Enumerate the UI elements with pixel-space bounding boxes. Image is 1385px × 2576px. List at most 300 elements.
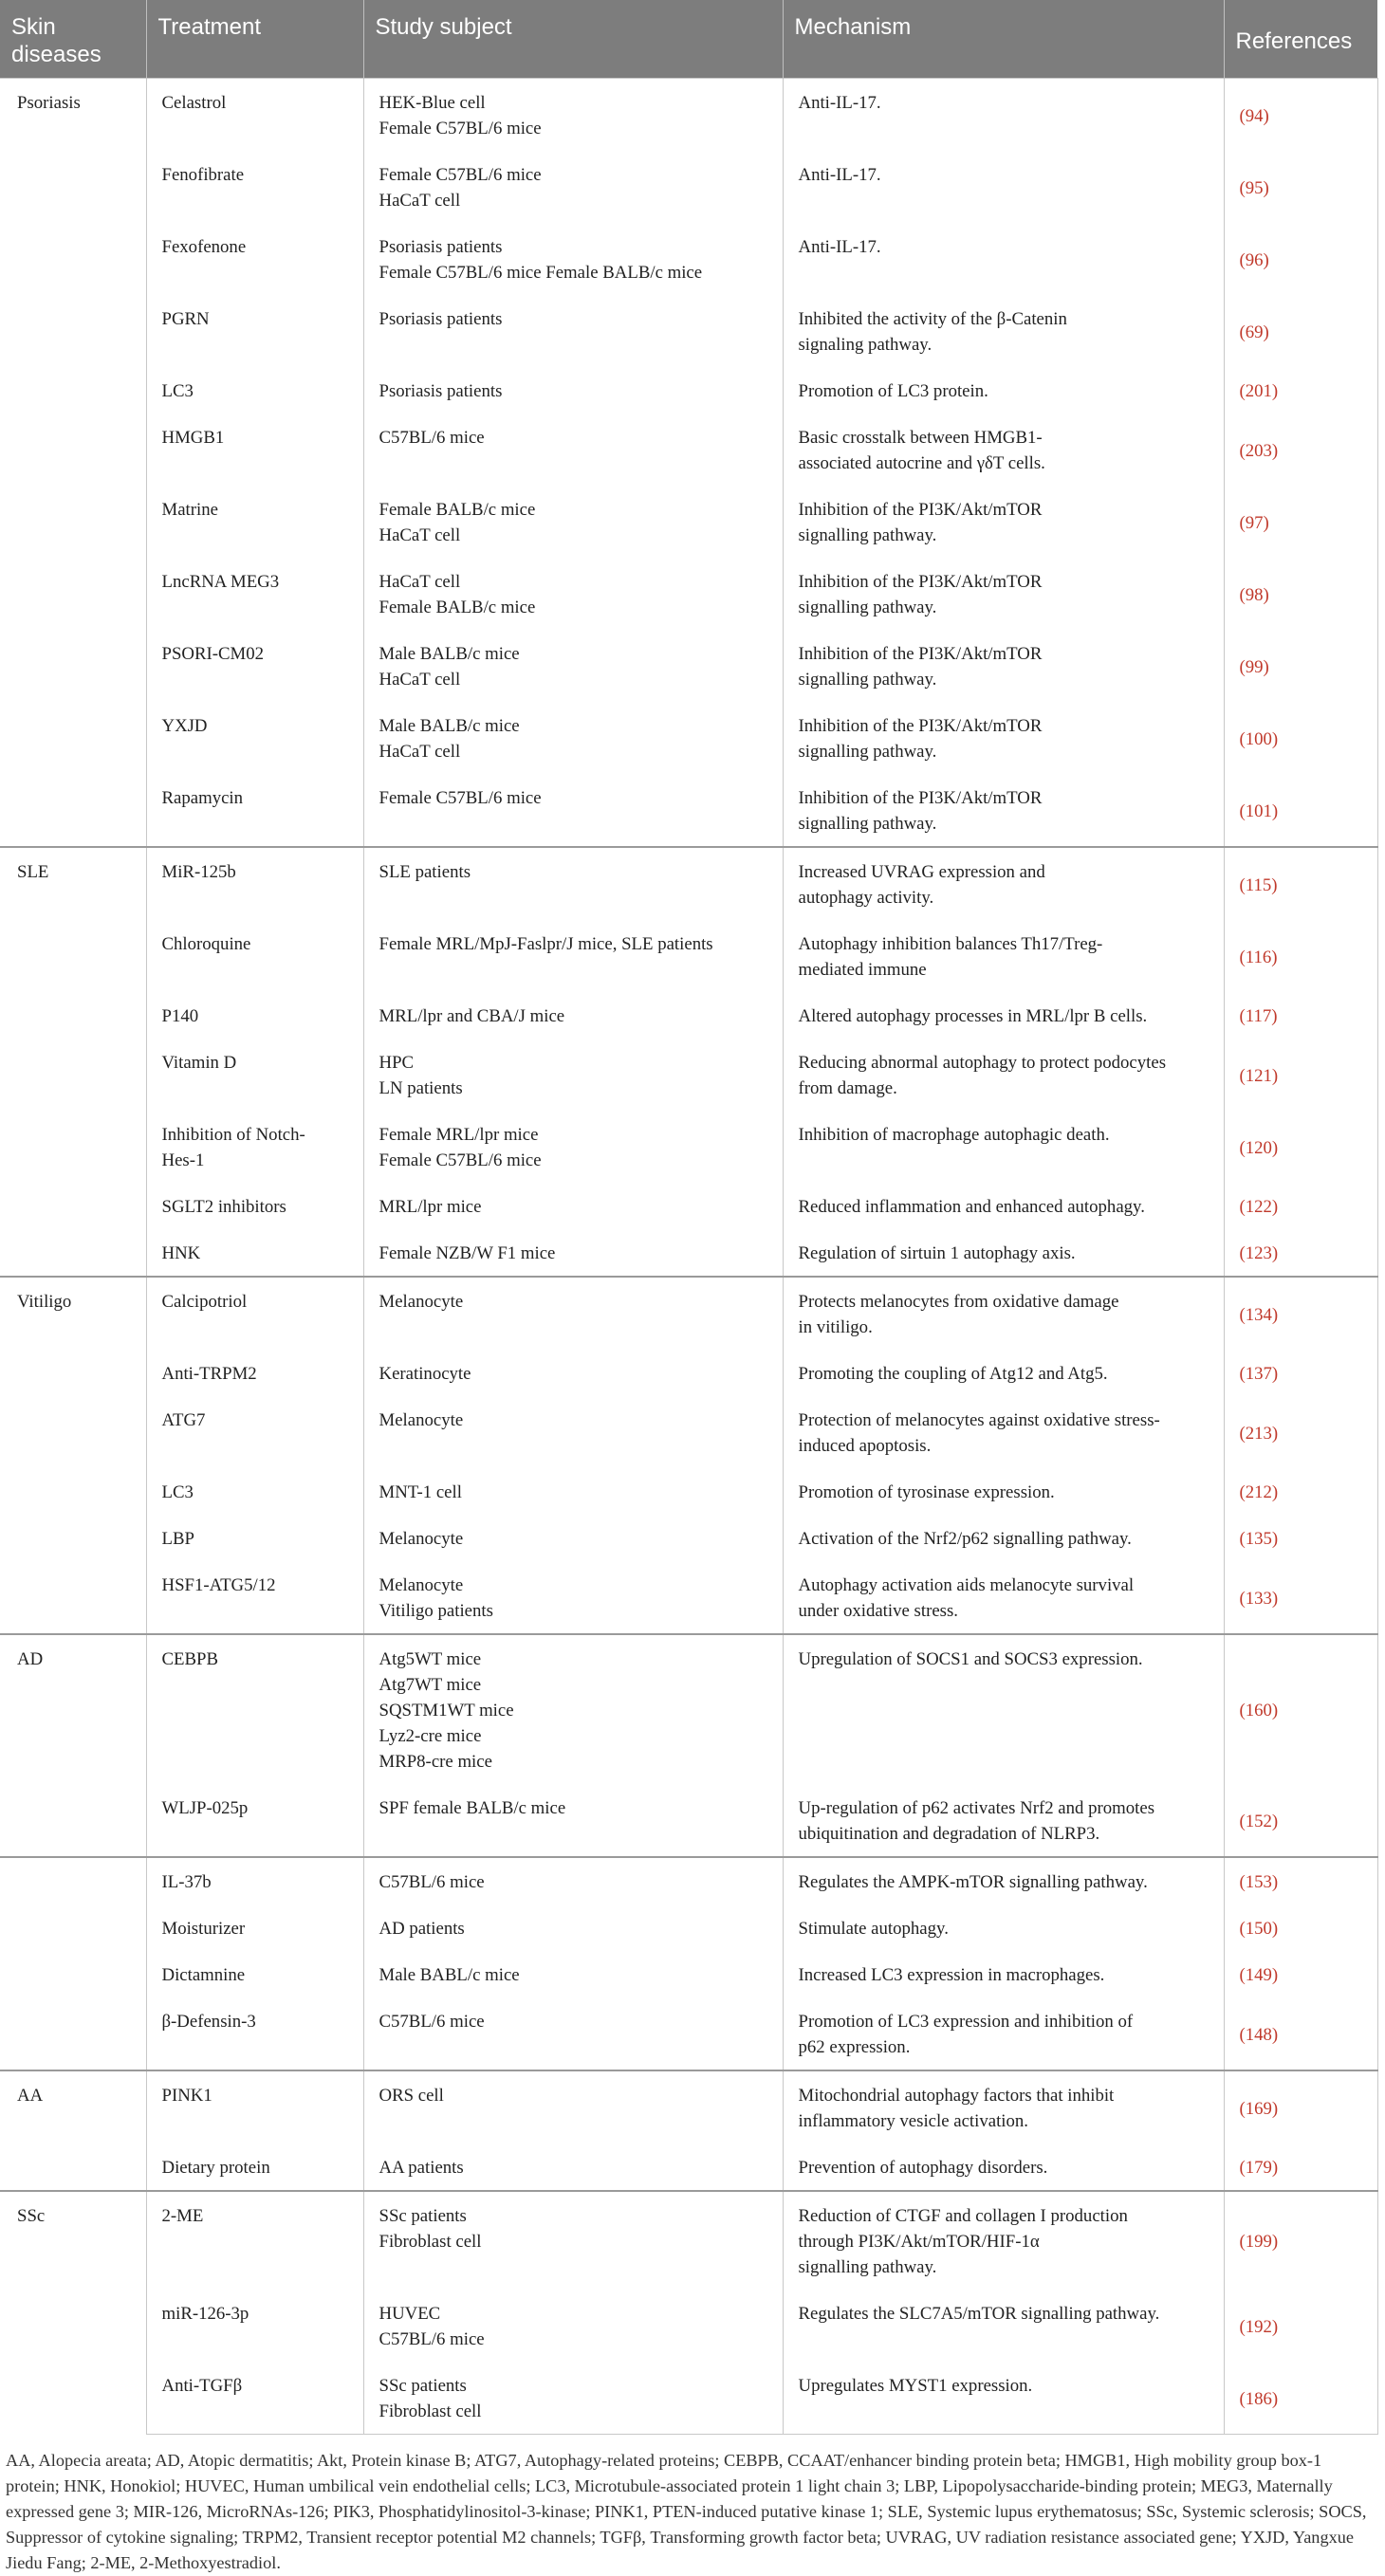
treatment-cell-line: PGRN xyxy=(161,309,210,329)
treatment-cell-line: CEBPB xyxy=(161,1649,218,1669)
treatment-cell xyxy=(146,367,363,414)
mechanism-cell-line: Autophagy inhibition balances Th17/Treg- xyxy=(798,934,1103,954)
mechanism-cell xyxy=(783,920,1224,992)
treatment-cell-line: Hes-1 xyxy=(161,1150,205,1170)
table-row xyxy=(0,2290,1377,2362)
study-subject-cell-line: Female NZB/W F1 mice xyxy=(379,1243,556,1263)
mechanism-cell-line: signalling pathway. xyxy=(798,598,937,617)
mechanism-cell-line: signalling pathway. xyxy=(798,525,937,545)
table-body xyxy=(0,79,1377,2435)
mechanism-cell xyxy=(783,1039,1224,1111)
treatment-cell-line: Calcipotriol xyxy=(161,1292,248,1312)
treatment-cell xyxy=(146,1396,363,1468)
table-row xyxy=(0,1039,1377,1111)
reference-link[interactable]: (148) xyxy=(1224,1997,1377,2070)
reference-link[interactable]: (99) xyxy=(1224,630,1377,702)
reference-link[interactable]: (192) xyxy=(1224,2290,1377,2362)
table-row xyxy=(0,1229,1377,1277)
mechanism-cell-line: signaling pathway. xyxy=(798,335,933,355)
reference-link[interactable]: (133) xyxy=(1224,1561,1377,1634)
study-subject-cell-line: Vitiligo patients xyxy=(379,1601,493,1621)
treatment-cell-line: Fexofenone xyxy=(161,237,247,257)
treatment-cell xyxy=(146,774,363,847)
mechanism-cell-line: Inhibition of macrophage autophagic death. xyxy=(798,1125,1110,1145)
study-subject-cell-line: Female C57BL/6 mice Female BALB/c mice xyxy=(379,263,703,283)
mechanism-cell xyxy=(783,992,1224,1039)
study-subject-cell-line: Melanocyte xyxy=(379,1575,464,1595)
mechanism-cell xyxy=(783,1277,1224,1350)
reference-link[interactable]: (134) xyxy=(1224,1277,1377,1350)
mechanism-cell-line: ubiquitination and degradation of NLRP3. xyxy=(798,1824,1100,1844)
skin-disease-cell: SLE xyxy=(0,847,146,1277)
study-subject-cell xyxy=(363,223,783,295)
treatment-cell xyxy=(146,1277,363,1350)
skin-disease-cell: Psoriasis xyxy=(0,79,146,848)
mechanism-cell-line: through PI3K/Akt/mTOR/HIF-1α xyxy=(798,2232,1040,2252)
mechanism-cell-line: signalling pathway. xyxy=(798,814,937,834)
mechanism-cell-line: signalling pathway. xyxy=(798,2257,937,2277)
study-subject-cell-line: C57BL/6 mice xyxy=(379,2012,485,2032)
study-subject-cell-line: HUVEC xyxy=(379,2304,441,2324)
reference-link[interactable]: (160) xyxy=(1224,1634,1377,1784)
treatment-cell-line: Moisturizer xyxy=(161,1919,246,1939)
study-subject-cell-line: Fibroblast cell xyxy=(379,2232,482,2252)
reference-link[interactable]: (186) xyxy=(1224,2362,1377,2435)
study-subject-cell xyxy=(363,1997,783,2070)
treatment-cell xyxy=(146,1634,363,1784)
study-subject-cell-line: Female C57BL/6 mice xyxy=(379,788,542,808)
mechanism-cell xyxy=(783,1951,1224,1997)
study-subject-cell-line: Male BALB/c mice xyxy=(379,644,520,664)
study-subject-cell-line: Female C57BL/6 mice xyxy=(379,1150,542,1170)
reference-link[interactable]: (97) xyxy=(1224,486,1377,558)
table-row xyxy=(0,847,1377,920)
table-row xyxy=(0,223,1377,295)
study-subject-cell-line: Female BALB/c mice xyxy=(379,598,536,617)
mechanism-cell xyxy=(783,1904,1224,1951)
table-row xyxy=(0,1857,1377,1904)
treatment-cell xyxy=(146,1784,363,1857)
table-row xyxy=(0,774,1377,847)
study-subject-cell xyxy=(363,1277,783,1350)
study-subject-cell-line: ORS cell xyxy=(379,2086,444,2106)
mechanism-cell xyxy=(783,151,1224,223)
study-subject-cell xyxy=(363,2191,783,2290)
mechanism-cell-line: Promotion of LC3 protein. xyxy=(798,381,988,401)
study-subject-cell-line: MNT-1 cell xyxy=(379,1482,462,1502)
reference-link[interactable]: (116) xyxy=(1224,920,1377,992)
reference-link[interactable]: (150) xyxy=(1224,1904,1377,1951)
study-subject-cell-line: C57BL/6 mice xyxy=(379,428,485,448)
treatment-cell xyxy=(146,1857,363,1904)
mechanism-cell-line: from damage. xyxy=(798,1078,897,1098)
treatment-cell xyxy=(146,151,363,223)
mechanism-cell-line: Anti-IL-17. xyxy=(798,237,881,257)
mechanism-cell xyxy=(783,367,1224,414)
table-row xyxy=(0,1350,1377,1396)
study-subject-cell-line: SQSTM1WT mice xyxy=(379,1701,514,1720)
mechanism-cell-line: Stimulate autophagy. xyxy=(798,1919,949,1939)
study-subject-cell xyxy=(363,774,783,847)
header-skin-diseases: Skin diseases xyxy=(0,0,146,79)
reference-link[interactable]: (212) xyxy=(1224,1468,1377,1515)
study-subject-cell-line: Psoriasis patients xyxy=(379,309,503,329)
mechanism-cell-line: signalling pathway. xyxy=(798,670,937,690)
reference-link[interactable]: (100) xyxy=(1224,702,1377,774)
mechanism-cell xyxy=(783,2144,1224,2191)
table-row xyxy=(0,1784,1377,1857)
study-subject-cell xyxy=(363,847,783,920)
study-subject-cell-line: SSc patients xyxy=(379,2206,467,2226)
study-subject-cell-line: AD patients xyxy=(379,1919,465,1939)
mechanism-cell-line: Prevention of autophagy disorders. xyxy=(798,2158,1048,2178)
study-subject-cell-line: Psoriasis patients xyxy=(379,381,503,401)
mechanism-cell xyxy=(783,79,1224,152)
treatment-cell xyxy=(146,1904,363,1951)
mechanism-cell-line: p62 expression. xyxy=(798,2037,911,2057)
study-subject-cell-line: HaCaT cell xyxy=(379,525,461,545)
study-subject-cell-line: AA patients xyxy=(379,2158,464,2178)
mechanism-cell-line: associated autocrine and γδT cells. xyxy=(798,453,1045,473)
treatment-cell xyxy=(146,702,363,774)
reference-link[interactable]: (69) xyxy=(1224,295,1377,367)
study-subject-cell-line: MRP8-cre mice xyxy=(379,1752,492,1772)
treatment-cell-line: Chloroquine xyxy=(161,934,251,954)
mechanism-cell xyxy=(783,1997,1224,2070)
treatment-cell xyxy=(146,1039,363,1111)
treatment-cell-line: PINK1 xyxy=(161,2086,212,2106)
mechanism-cell-line: Increased UVRAG expression and xyxy=(798,862,1045,882)
mechanism-cell xyxy=(783,1229,1224,1277)
treatment-cell xyxy=(146,1997,363,2070)
mechanism-cell-line: Basic crosstalk between HMGB1- xyxy=(798,428,1043,448)
reference-link[interactable]: (121) xyxy=(1224,1039,1377,1111)
table-row xyxy=(0,1277,1377,1350)
mechanism-cell-line: Protects melanocytes from oxidative damage xyxy=(798,1292,1119,1312)
mechanism-cell-line: Upregulation of SOCS1 and SOCS3 expression. xyxy=(798,1649,1143,1669)
table-row xyxy=(0,2070,1377,2144)
reference-link[interactable]: (201) xyxy=(1224,367,1377,414)
mechanism-cell-line: inflammatory vesicle activation. xyxy=(798,2111,1029,2131)
mechanism-cell-line: Increased LC3 expression in macrophages. xyxy=(798,1965,1105,1985)
reference-link[interactable]: (213) xyxy=(1224,1396,1377,1468)
study-subject-cell xyxy=(363,1111,783,1183)
treatment-cell-line: Inhibition of Notch- xyxy=(161,1125,305,1145)
reference-link[interactable]: (96) xyxy=(1224,223,1377,295)
table-row xyxy=(0,558,1377,630)
mechanism-cell xyxy=(783,1857,1224,1904)
study-subject-cell xyxy=(363,295,783,367)
treatment-cell-line: YXJD xyxy=(161,716,208,736)
mechanism-cell-line: Promotion of LC3 expression and inhibition of xyxy=(798,2012,1134,2032)
treatment-cell-line: ATG7 xyxy=(161,1410,206,1430)
treatment-cell-line: LncRNA MEG3 xyxy=(161,572,280,592)
treatment-cell-line: β-Defensin-3 xyxy=(161,2012,256,2032)
study-subject-cell xyxy=(363,1183,783,1229)
mechanism-cell xyxy=(783,223,1224,295)
skin-disease-cell: AD xyxy=(0,1634,146,1857)
study-subject-cell xyxy=(363,702,783,774)
mechanism-cell-line: Reduced inflammation and enhanced autophagy. xyxy=(798,1197,1145,1217)
mechanism-cell-line: in vitiligo. xyxy=(798,1317,873,1337)
mechanism-cell-line: Anti-IL-17. xyxy=(798,165,881,185)
mechanism-cell xyxy=(783,630,1224,702)
mechanism-cell-line: Upregulates MYST1 expression. xyxy=(798,2376,1033,2396)
mechanism-cell-line: Anti-IL-17. xyxy=(798,93,881,113)
treatment-cell-line: MiR-125b xyxy=(161,862,236,882)
treatment-cell xyxy=(146,1111,363,1183)
study-subject-cell xyxy=(363,920,783,992)
table-row xyxy=(0,1561,1377,1634)
study-subject-cell-line: MRL/lpr and CBA/J mice xyxy=(379,1006,565,1026)
study-subject-cell xyxy=(363,1904,783,1951)
study-subject-cell-line: Melanocyte xyxy=(379,1292,464,1312)
study-subject-cell-line: Male BABL/c mice xyxy=(379,1965,520,1985)
mechanism-cell-line: Autophagy activation aids melanocyte survival xyxy=(798,1575,1135,1595)
mechanism-cell xyxy=(783,1561,1224,1634)
skin-disease-cell xyxy=(0,1857,146,2070)
mechanism-cell xyxy=(783,2070,1224,2144)
study-subject-cell-line: SSc patients xyxy=(379,2376,467,2396)
mechanism-cell xyxy=(783,1468,1224,1515)
treatment-cell xyxy=(146,847,363,920)
mechanism-cell-line: Reducing abnormal autophagy to protect podocytes xyxy=(798,1053,1167,1073)
treatment-cell xyxy=(146,920,363,992)
study-subject-cell xyxy=(363,151,783,223)
study-subject-cell-line: Female MRL/MpJ-Faslpr/J mice, SLE patients xyxy=(379,934,713,954)
treatment-cell-line: Anti-TGFβ xyxy=(161,2376,243,2396)
treatment-cell-line: Rapamycin xyxy=(161,788,244,808)
mechanism-cell xyxy=(783,1515,1224,1561)
treatment-cell-line: 2-ME xyxy=(161,2206,204,2226)
header-row xyxy=(0,0,1377,79)
treatment-cell-line: Dictamnine xyxy=(161,1965,246,1985)
study-subject-cell-line: HaCaT cell xyxy=(379,572,461,592)
reference-link[interactable]: (203) xyxy=(1224,414,1377,486)
study-subject-cell xyxy=(363,1634,783,1784)
treatment-cell xyxy=(146,414,363,486)
header-treatment: Treatment xyxy=(146,0,363,79)
mechanism-cell xyxy=(783,1396,1224,1468)
mechanism-cell xyxy=(783,847,1224,920)
treatment-cell-line: miR-126-3p xyxy=(161,2304,249,2324)
reference-link[interactable]: (135) xyxy=(1224,1515,1377,1561)
mechanism-cell-line: Up-regulation of p62 activates Nrf2 and promotes xyxy=(798,1798,1155,1818)
study-subject-cell xyxy=(363,1350,783,1396)
study-subject-cell xyxy=(363,1515,783,1561)
reference-link[interactable]: (120) xyxy=(1224,1111,1377,1183)
mechanism-cell-line: Regulates the AMPK-mTOR signalling pathway. xyxy=(798,1872,1148,1892)
study-subject-cell-line: Lyz2-cre mice xyxy=(379,1726,482,1746)
reference-link[interactable]: (98) xyxy=(1224,558,1377,630)
reference-link[interactable]: (153) xyxy=(1224,1857,1377,1904)
treatment-cell xyxy=(146,1515,363,1561)
reference-link[interactable]: (95) xyxy=(1224,151,1377,223)
table-row xyxy=(0,1515,1377,1561)
mechanism-cell-line: signalling pathway. xyxy=(798,742,937,762)
mechanism-cell-line: under oxidative stress. xyxy=(798,1601,958,1621)
treatment-cell xyxy=(146,2070,363,2144)
study-subject-cell-line: HaCaT cell xyxy=(379,742,461,762)
table-row xyxy=(0,1997,1377,2070)
reference-link[interactable]: (199) xyxy=(1224,2191,1377,2290)
table-row xyxy=(0,920,1377,992)
mechanism-cell xyxy=(783,486,1224,558)
study-subject-cell-line: C57BL/6 mice xyxy=(379,1872,485,1892)
treatment-cell xyxy=(146,630,363,702)
mechanism-cell xyxy=(783,295,1224,367)
table-row xyxy=(0,2362,1377,2435)
mechanism-cell-line: autophagy activity. xyxy=(798,888,934,908)
treatment-cell xyxy=(146,223,363,295)
mechanism-cell-line: Inhibition of the PI3K/Akt/mTOR xyxy=(798,572,1043,592)
table-row xyxy=(0,486,1377,558)
header-references: References xyxy=(1224,0,1377,79)
treatment-cell xyxy=(146,1183,363,1229)
study-subject-cell xyxy=(363,2290,783,2362)
study-subject-cell-line: HPC xyxy=(379,1053,415,1073)
treatment-cell xyxy=(146,1468,363,1515)
study-subject-cell-line: HaCaT cell xyxy=(379,670,461,690)
mechanism-cell xyxy=(783,2290,1224,2362)
table-row xyxy=(0,1951,1377,1997)
study-subject-cell xyxy=(363,1857,783,1904)
table-row xyxy=(0,2144,1377,2191)
table-footnote: AA, Alopecia areata; AD, Atopic dermatitis; Akt, Protein kinase B; ATG7, Autophagy-related proteins; CEBPB, CCAAT/enhancer binding protein beta; HMGB1, High mobility group box-1 protein; HNK, Honokiol; HUVEC, Human umbilical vein endothelial cells; LC3, Microtubule-associated protein 1 light chain 3; LBP, Lipopolysaccharide-binding protein; MEG3, Maternally expressed gene 3; MIR-126, MicroRNAs-126; PIK3, Phosphatidylinositol-3-kinase; PINK1, PTEN-induced putative kinase 1; SLE, Systemic lupus erythematosus; SSc, Systemic sclerosis; SOCS, Suppressor of cytokine signaling; TRPM2, Transient receptor potential M2 channels; TGFβ, Transforming growth factor beta; UVRAG, UV radiation resistance associated gene; YXJD, Yangxue Jiedu Fang; 2-ME, 2-Methoxyestradiol. xyxy=(6,2451,1367,2572)
study-subject-cell-line: Atg7WT mice xyxy=(379,1675,482,1695)
reference-link[interactable]: (123) xyxy=(1224,1229,1377,1277)
mechanism-cell-line: mediated immune xyxy=(798,960,927,980)
mechanism-cell-line: Inhibition of the PI3K/Akt/mTOR xyxy=(798,500,1043,520)
table-row xyxy=(0,1183,1377,1229)
table-row xyxy=(0,79,1377,152)
table-row xyxy=(0,414,1377,486)
mechanism-cell-line: Promotion of tyrosinase expression. xyxy=(798,1482,1055,1502)
treatment-cell-line: WLJP-025p xyxy=(161,1798,249,1818)
mechanism-cell xyxy=(783,702,1224,774)
mechanism-cell-line: Regulation of sirtuin 1 autophagy axis. xyxy=(798,1243,1076,1263)
study-subject-cell-line: Female C57BL/6 mice xyxy=(379,119,542,138)
treatment-cell-line: SGLT2 inhibitors xyxy=(161,1197,286,1217)
treatment-cell xyxy=(146,295,363,367)
treatment-cell xyxy=(146,1229,363,1277)
mechanism-cell xyxy=(783,1350,1224,1396)
study-subject-cell-line: Male BALB/c mice xyxy=(379,716,520,736)
reference-link[interactable]: (149) xyxy=(1224,1951,1377,1997)
study-subject-cell-line: Female MRL/lpr mice xyxy=(379,1125,539,1145)
reference-link[interactable]: (122) xyxy=(1224,1183,1377,1229)
reference-link[interactable]: (179) xyxy=(1224,2144,1377,2191)
reference-link[interactable]: (101) xyxy=(1224,774,1377,847)
mechanism-cell xyxy=(783,1634,1224,1784)
study-subject-cell xyxy=(363,79,783,152)
treatment-cell-line: LC3 xyxy=(161,1482,194,1502)
mechanism-cell-line: Regulates the SLC7A5/mTOR signalling pathway. xyxy=(798,2304,1160,2324)
treatment-cell xyxy=(146,1951,363,1997)
reference-link[interactable]: (115) xyxy=(1224,847,1377,920)
study-subject-cell-line: Atg5WT mice xyxy=(379,1649,482,1669)
mechanism-cell-line: Inhibition of the PI3K/Akt/mTOR xyxy=(798,788,1043,808)
table-row xyxy=(0,1111,1377,1183)
treatment-cell xyxy=(146,79,363,152)
study-subject-cell xyxy=(363,486,783,558)
table-header xyxy=(0,0,1377,79)
mechanism-cell xyxy=(783,774,1224,847)
mechanism-cell-line: Activation of the Nrf2/p62 signalling pathway. xyxy=(798,1529,1132,1549)
treatment-cell xyxy=(146,2362,363,2435)
treatment-cell xyxy=(146,2290,363,2362)
treatment-cell xyxy=(146,2191,363,2290)
study-subject-cell-line: Melanocyte xyxy=(379,1529,464,1549)
reference-link[interactable]: (137) xyxy=(1224,1350,1377,1396)
study-subject-cell xyxy=(363,414,783,486)
study-subject-cell-line: Melanocyte xyxy=(379,1410,464,1430)
reference-link[interactable]: (117) xyxy=(1224,992,1377,1039)
table-row xyxy=(0,992,1377,1039)
study-subject-cell-line: LN patients xyxy=(379,1078,463,1098)
treatment-cell-line: IL-37b xyxy=(161,1872,212,1892)
reference-link[interactable]: (94) xyxy=(1224,79,1377,152)
treatment-cell-line: Vitamin D xyxy=(161,1053,237,1073)
table-row xyxy=(0,367,1377,414)
study-subject-cell xyxy=(363,2362,783,2435)
table-row xyxy=(0,295,1377,367)
mechanism-cell-line: Mitochondrial autophagy factors that inhibit xyxy=(798,2086,1115,2106)
treatment-cell-line: HNK xyxy=(161,1243,201,1263)
study-subject-cell xyxy=(363,1468,783,1515)
study-subject-cell xyxy=(363,992,783,1039)
treatment-cell-line: LBP xyxy=(161,1529,194,1549)
table-row xyxy=(0,151,1377,223)
mechanism-cell xyxy=(783,414,1224,486)
treatment-cell-line: Anti-TRPM2 xyxy=(161,1364,257,1384)
treatment-cell-line: HSF1-ATG5/12 xyxy=(161,1575,276,1595)
study-subject-cell xyxy=(363,1039,783,1111)
treatment-cell-line: HMGB1 xyxy=(161,428,225,448)
treatment-cell-line: Matrine xyxy=(161,500,218,520)
treatment-cell xyxy=(146,1561,363,1634)
treatment-cell-line: LC3 xyxy=(161,381,194,401)
skin-disease-cell: SSc xyxy=(0,2191,146,2435)
mechanism-cell-line: Altered autophagy processes in MRL/lpr B cells. xyxy=(798,1006,1148,1026)
skin-disease-cell: AA xyxy=(0,2070,146,2191)
treatment-cell-line: Fenofibrate xyxy=(161,165,245,185)
mechanism-cell-line: Reduction of CTGF and collagen I production xyxy=(798,2206,1128,2226)
reference-link[interactable]: (169) xyxy=(1224,2070,1377,2144)
treatment-cell-line: P140 xyxy=(161,1006,199,1026)
study-subject-cell xyxy=(363,1396,783,1468)
mechanism-cell xyxy=(783,558,1224,630)
study-subject-cell xyxy=(363,1951,783,1997)
study-subject-cell-line: Keratinocyte xyxy=(379,1364,471,1384)
mechanism-cell xyxy=(783,2191,1224,2290)
study-subject-cell-line: MRL/lpr mice xyxy=(379,1197,482,1217)
table-row xyxy=(0,1904,1377,1951)
mechanism-cell-line: Inhibited the activity of the β-Catenin xyxy=(798,309,1067,329)
mechanism-cell-line: Promoting the coupling of Atg12 and Atg5. xyxy=(798,1364,1108,1384)
reference-link[interactable]: (152) xyxy=(1224,1784,1377,1857)
treatment-cell xyxy=(146,558,363,630)
mechanism-cell xyxy=(783,2362,1224,2435)
table-row xyxy=(0,1634,1377,1784)
study-subject-cell xyxy=(363,1229,783,1277)
mechanism-cell-line: Inhibition of the PI3K/Akt/mTOR xyxy=(798,716,1043,736)
mechanism-cell-line: Inhibition of the PI3K/Akt/mTOR xyxy=(798,644,1043,664)
study-subject-cell xyxy=(363,1561,783,1634)
treatment-cell xyxy=(146,992,363,1039)
mechanism-cell xyxy=(783,1183,1224,1229)
table-row xyxy=(0,630,1377,702)
